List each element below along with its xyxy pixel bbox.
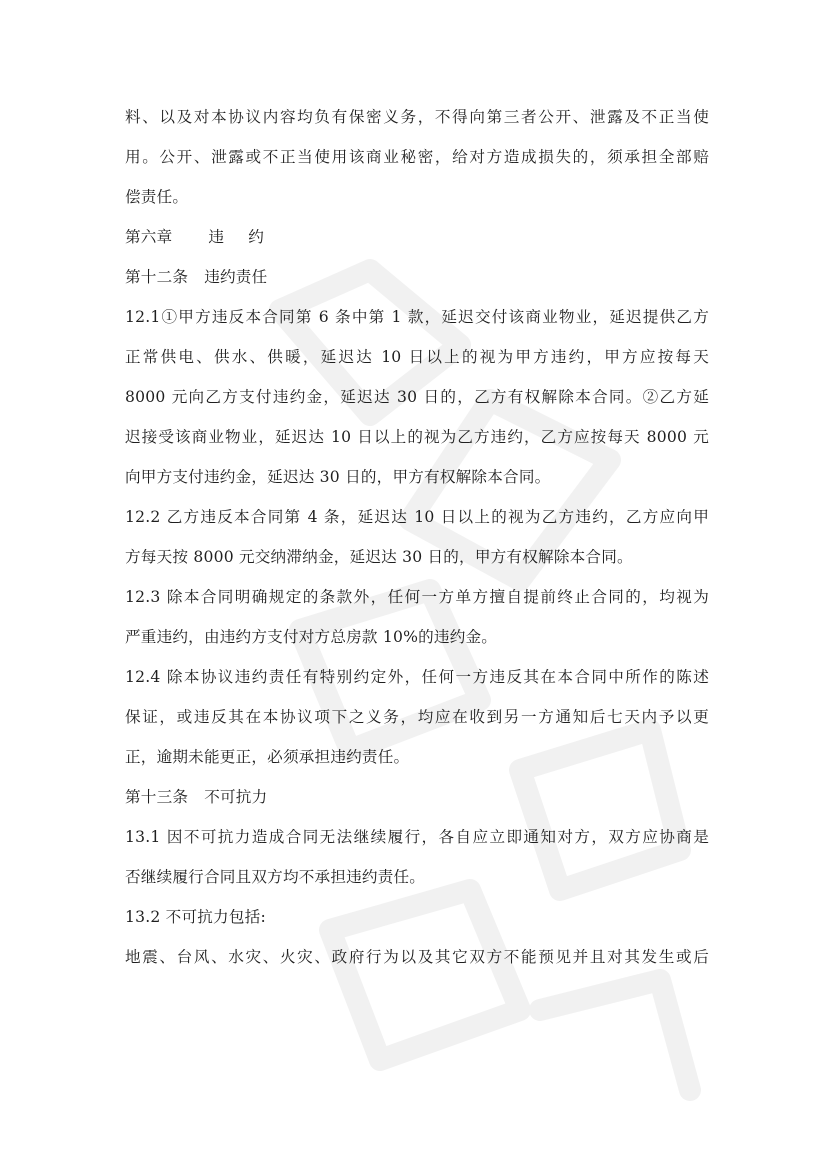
body-line: 12.1①甲方违反本合同第 6 条中第 1 款，延迟交付该商业物业，延迟提供乙方 <box>125 308 709 326</box>
chapter-title-char: 约 <box>248 228 264 246</box>
body-line: 用。公开、泄露或不正当使用该商业秘密，给对方造成损失的，须承担全部赔 <box>125 148 709 166</box>
body-line: 料、以及对本协议内容均负有保密义务，不得向第三者公开、泄露及不正当使 <box>125 108 709 126</box>
body-line: 方每天按 8000 元交纳滞纳金，延迟达 30 日的，甲方有权解除本合同。 <box>125 548 633 566</box>
chapter-number: 第六章 <box>125 228 173 246</box>
body-line: 正，逾期未能更正，必须承担违约责任。 <box>125 748 410 766</box>
chapter-heading <box>125 223 709 251</box>
document-body <box>125 103 709 983</box>
chapter-title-char: 违 <box>208 228 225 246</box>
body-line: 正常供电、供水、供暖，延迟达 10 日以上的视为甲方违约，甲方应按每天 <box>125 348 709 366</box>
body-line: 13.1 因不可抗力造成合同无法继续履行，各自应立即通知对方，双方应协商是 <box>125 828 709 846</box>
body-line: 12.4 除本协议违约责任有特别约定外，任何一方违反其在本合同中所作的陈述 <box>125 668 709 686</box>
clause-heading: 13.2 不可抗力包括: <box>125 908 266 926</box>
article-heading <box>125 783 709 811</box>
body-line: 地震、台风、水灾、火灾、政府行为以及其它双方不能预见并且对其发生或后 <box>125 948 709 966</box>
article-title: 不可抗力 <box>204 788 268 806</box>
body-line: 8000 元向乙方支付违约金，延迟达 30 日的，乙方有权解除本合同。②乙方延 <box>125 388 709 406</box>
body-line: 保证，或违反其在本协议项下之义务，均应在收到另一方通知后七天内予以更 <box>125 708 709 726</box>
body-line: 向甲方支付违约金，延迟达 30 日的，甲方有权解除本合同。 <box>125 468 551 486</box>
article-number: 第十三条 <box>125 788 189 806</box>
body-line: 12.2 乙方违反本合同第 4 条，延迟达 10 日以上的视为乙方违约，乙方应向甲 <box>125 508 709 526</box>
body-line: 12.3 除本合同明确规定的条款外，任何一方单方擅自提前终止合同的，均视为 <box>125 588 709 606</box>
body-line: 否继续履行合同且双方均不承担违约责任。 <box>125 868 426 886</box>
article-title: 违约责任 <box>204 268 268 286</box>
article-heading <box>125 263 709 291</box>
body-line: 严重违约，由违约方支付对方总房款 10%的违约金。 <box>125 628 498 646</box>
body-line: 偿责任。 <box>125 188 189 206</box>
body-line: 迟接受该商业物业，延迟达 10 日以上的视为乙方违约，乙方应按每天 8000 元 <box>125 428 709 446</box>
article-number: 第十二条 <box>125 268 189 286</box>
